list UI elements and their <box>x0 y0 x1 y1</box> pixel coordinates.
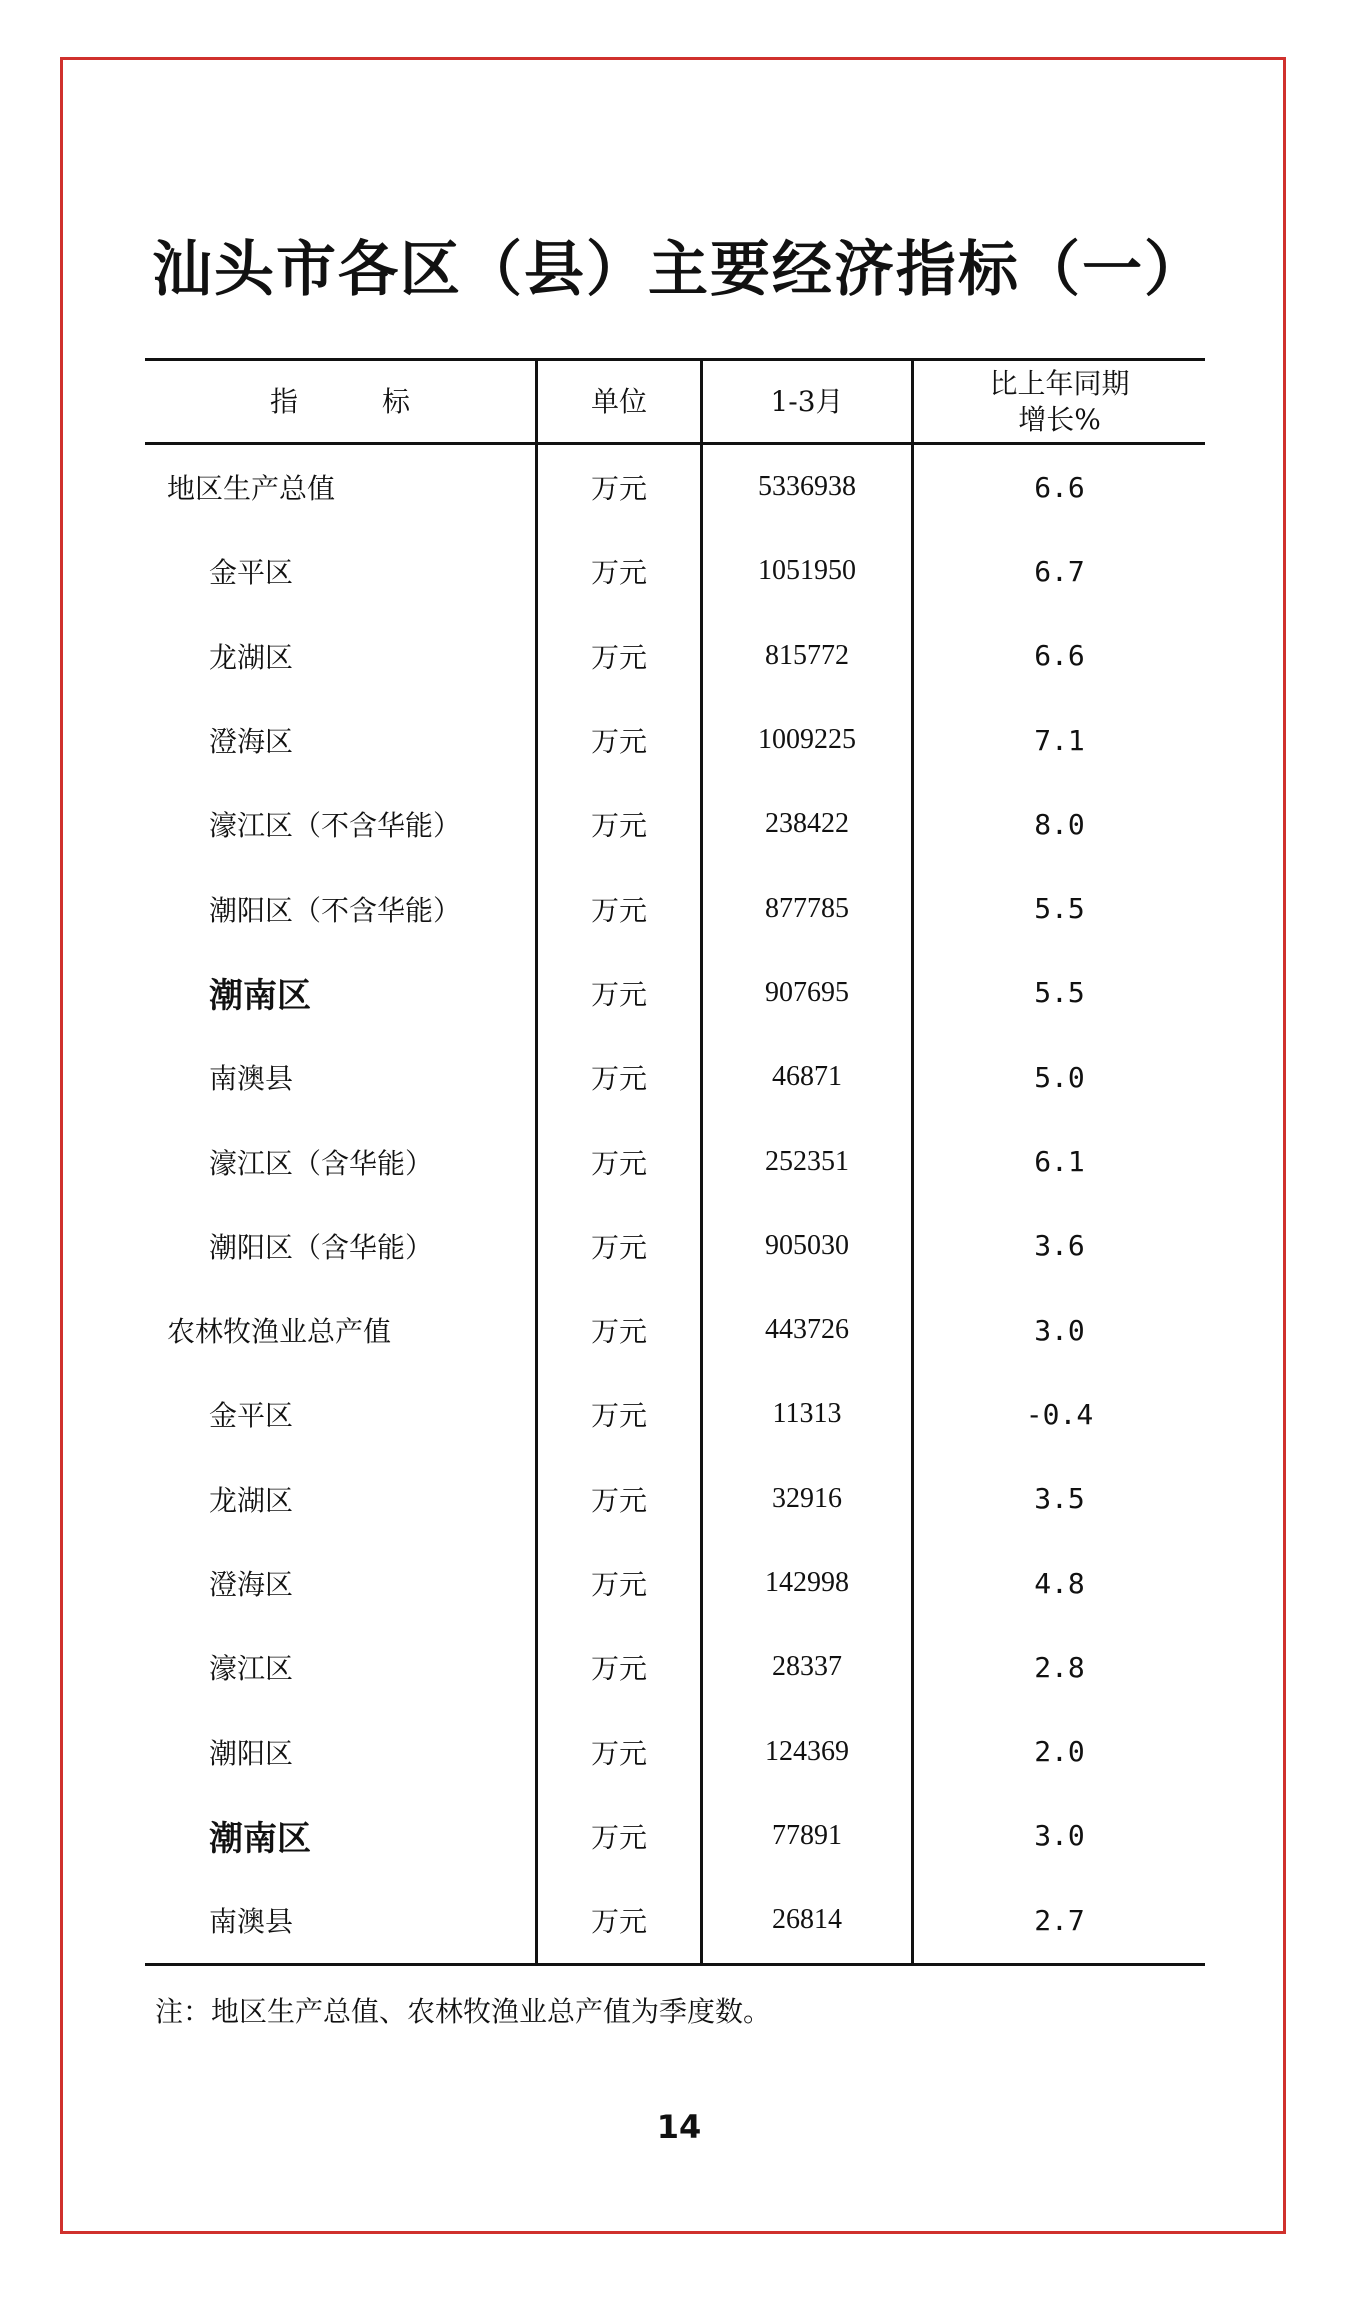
header-unit: 单位 <box>590 384 647 418</box>
row-unit: 万元 <box>590 1568 647 1601</box>
row-growth: 3.0 <box>1034 1313 1085 1347</box>
table-row <box>145 1288 1205 1372</box>
page-title: 汕头市各区（县）主要经济指标（一） <box>152 235 1206 305</box>
header-growth <box>914 361 1205 442</box>
row-growth: 8.0 <box>1034 807 1085 841</box>
row-value: 815772 <box>765 639 849 671</box>
row-unit: 万元 <box>590 725 647 759</box>
row-value: 877785 <box>765 892 849 924</box>
row-name: 澄海区 <box>209 1568 294 1601</box>
row-name: 金平区 <box>209 1399 294 1433</box>
row-growth: 2.7 <box>1034 1903 1085 1937</box>
row-unit: 万元 <box>590 640 647 674</box>
row-value: 905030 <box>765 1229 849 1261</box>
row-growth: 3.6 <box>1034 1229 1085 1263</box>
header-period: 1-3月 <box>770 384 844 418</box>
table-row <box>145 866 1205 950</box>
table-row <box>145 1372 1205 1456</box>
table-row <box>145 1204 1205 1288</box>
table-row <box>145 698 1205 782</box>
row-name: 龙湖区 <box>209 640 294 674</box>
row-name: 潮南区 <box>209 976 311 1017</box>
table-row <box>145 1035 1205 1119</box>
row-value: 5336938 <box>758 471 856 503</box>
row-value: 28337 <box>772 1651 842 1683</box>
row-unit: 万元 <box>590 1146 647 1180</box>
row-growth: 3.0 <box>1034 1819 1085 1853</box>
header-growth-line1: 比上年同期 <box>989 366 1130 400</box>
row-name: 南澳县 <box>209 1905 294 1939</box>
table-row <box>145 1119 1205 1203</box>
row-growth: 3.5 <box>1034 1482 1085 1516</box>
table-body <box>145 445 1205 1962</box>
row-value: 124369 <box>765 1735 849 1767</box>
row-name: 地区生产总值 <box>167 472 336 506</box>
row-name: 潮阳区 <box>209 1736 294 1770</box>
row-growth: 5.5 <box>1034 976 1085 1010</box>
header-indicator: 指 标 <box>269 384 410 418</box>
row-value: 1051950 <box>758 555 856 587</box>
row-growth: 6.6 <box>1034 470 1085 504</box>
row-growth: 6.7 <box>1034 554 1085 588</box>
row-name: 潮南区 <box>209 1819 311 1860</box>
row-growth: 6.1 <box>1034 1145 1085 1179</box>
row-unit: 万元 <box>590 1820 647 1854</box>
row-unit: 万元 <box>590 1062 647 1096</box>
row-name: 金平区 <box>209 556 294 590</box>
row-value: 907695 <box>765 976 849 1008</box>
page-number: 14 <box>656 2108 702 2146</box>
table-row <box>145 1709 1205 1793</box>
row-value: 142998 <box>765 1567 849 1598</box>
row-growth: 5.5 <box>1034 892 1085 926</box>
row-growth: 5.0 <box>1034 1060 1085 1094</box>
row-unit: 万元 <box>590 1652 647 1686</box>
row-growth: 2.8 <box>1034 1650 1085 1684</box>
row-unit: 万元 <box>590 556 647 590</box>
row-unit: 万元 <box>590 1483 647 1517</box>
row-unit: 万元 <box>590 1315 647 1349</box>
table-row <box>145 1541 1205 1625</box>
row-name: 潮阳区（含华能） <box>209 1230 434 1264</box>
row-name: 濠江区（不含华能） <box>209 809 462 843</box>
table-row <box>145 614 1205 698</box>
row-name: 南澳县 <box>209 1062 294 1096</box>
table-row <box>145 1625 1205 1709</box>
row-unit: 万元 <box>590 1230 647 1264</box>
row-unit: 万元 <box>590 809 647 843</box>
row-growth: 6.6 <box>1034 639 1085 673</box>
row-value: 252351 <box>765 1145 849 1177</box>
row-unit: 万元 <box>590 472 647 506</box>
row-name: 龙湖区 <box>209 1483 294 1517</box>
row-growth: 7.1 <box>1034 723 1085 757</box>
row-unit: 万元 <box>590 1399 647 1433</box>
row-name: 濠江区（含华能） <box>209 1146 434 1180</box>
row-value: 26814 <box>772 1904 842 1936</box>
table-row <box>145 1457 1205 1541</box>
row-unit: 万元 <box>590 1736 647 1770</box>
table-row <box>145 445 1205 529</box>
row-value: 32916 <box>772 1482 842 1514</box>
table-row <box>145 1794 1205 1878</box>
row-name: 农林牧渔业总产值 <box>167 1315 392 1349</box>
row-name: 濠江区 <box>209 1652 294 1686</box>
table-bottom-rule <box>145 1963 1205 1966</box>
table-row <box>145 529 1205 613</box>
row-value: 77891 <box>772 1819 842 1851</box>
row-value: 1009225 <box>758 724 856 756</box>
table-row <box>145 782 1205 866</box>
row-value: 238422 <box>765 808 849 840</box>
table-row <box>145 1878 1205 1962</box>
footnote: 注：地区生产总值、农林牧渔业总产值为季度数。 <box>155 1995 772 2028</box>
row-unit: 万元 <box>590 893 647 927</box>
header-growth-line2: 增长% <box>1018 402 1101 436</box>
row-growth: -0.4 <box>1025 1397 1094 1431</box>
row-value: 46871 <box>772 1061 842 1093</box>
row-growth: 4.8 <box>1034 1566 1085 1600</box>
row-value: 11313 <box>772 1398 842 1430</box>
row-unit: 万元 <box>590 1905 647 1939</box>
row-growth: 2.0 <box>1034 1735 1085 1769</box>
row-name: 澄海区 <box>209 725 294 759</box>
row-unit: 万元 <box>590 977 647 1011</box>
table-row <box>145 951 1205 1035</box>
row-name: 潮阳区（不含华能） <box>209 893 462 927</box>
row-value: 443726 <box>765 1314 849 1346</box>
